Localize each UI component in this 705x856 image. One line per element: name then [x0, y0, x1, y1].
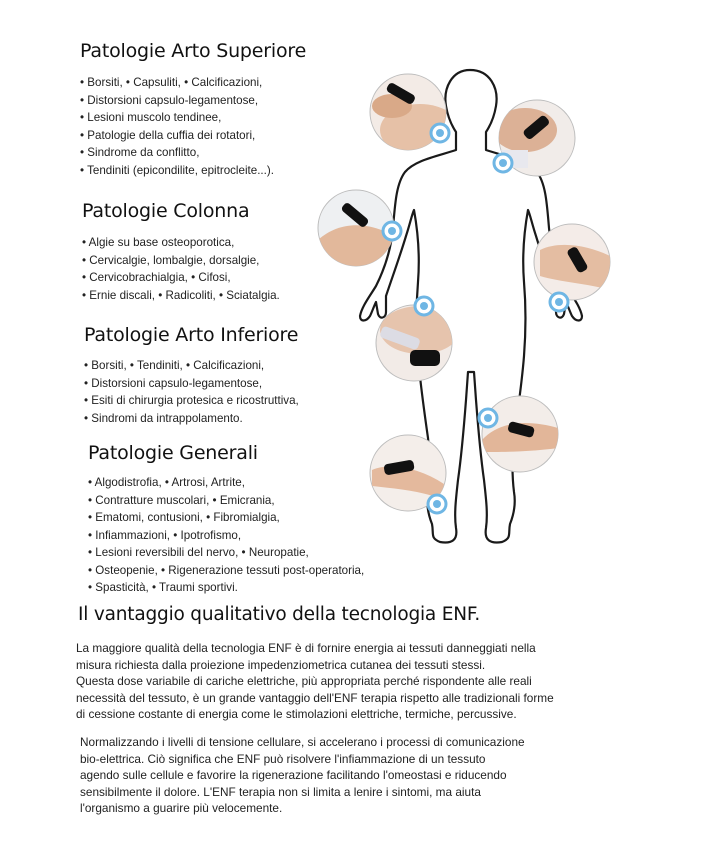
paragraph-line: di cessione costante di energia come le stimolazioni elettriche, termiche, percussive. [76, 707, 517, 722]
advantage-paragraph-2 [80, 734, 525, 817]
list-item: • Algodistrofia, • Artrosi, Artrite, [88, 476, 245, 489]
list-item: • Esiti di chirurgia protesica e ricostruttiva, [84, 394, 299, 407]
list-item: • Borsiti, • Capsuliti, • Calcificazioni, [80, 76, 263, 89]
marker-hip-icon [415, 297, 433, 315]
list-item: • Sindromi da intrappolamento. [84, 411, 243, 425]
list-item: • Sindrome da conflitto, [80, 146, 200, 159]
list-item: • Lesioni reversibili del nervo, • Neuropatie, [88, 546, 309, 559]
list-item: • Algie su base osteoporotica, [82, 236, 235, 249]
paragraph-line: La maggiore qualità della tecnologia ENF è di fornire energia ai tessuti danneggiati nella [76, 641, 536, 655]
list-item: • Spasticità, • Traumi sportivi. [88, 581, 238, 594]
treatment-photo-hip [376, 305, 460, 381]
list-item: • Cervicalgie, lombalgie, dorsalgie, [82, 253, 260, 267]
list-item: • Cervicobrachialgia, • Cifosi, [82, 271, 231, 284]
paragraph-line: sensibilmente il dolore. L'ENF terapia non si limita a lenire i sintomi, ma aiuta [80, 784, 481, 799]
paragraph-line: agendo sulle cellule e favorire la rigenerazione facilitando l'omeostasi e riducendo [80, 768, 507, 783]
list-item: • Infiammazioni, • Ipotrofismo, [88, 528, 242, 542]
advantage-paragraph-1 [76, 640, 554, 723]
paragraph-line: bio-elettrica. Ciò significa che ENF può risolvere l'infiammazione di un tessuto [80, 751, 486, 766]
list-item: • Lesioni muscolo tendinee, [80, 111, 222, 124]
list-item: • Distorsioni capsulo-legamentose, [84, 376, 263, 390]
section-title-colonna: Patologie Colonna [82, 200, 250, 222]
list-item: • Ernie discali, • Radicoliti, • Sciatalgia. [82, 288, 280, 302]
marker-foot-icon [428, 495, 446, 513]
section-title-generali: Patologie Generali [88, 442, 258, 464]
list-item: • Ematomi, contusioni, • Fibromialgia, [88, 511, 280, 524]
list-item: • Osteopenie, • Rigenerazione tessuti post-operatoria, [88, 563, 365, 577]
paragraph-line: Questa dose variabile di cariche elettriche, più appropriata perché rispondente alle reali [76, 674, 532, 689]
list-item: • Distorsioni capsulo-legamentose, [80, 93, 259, 107]
marker-shoulder-right-icon [494, 154, 512, 172]
section-title-arto-inferiore: Patologie Arto Inferiore [84, 324, 299, 346]
treatment-photo-knee [482, 396, 558, 472]
advantage-title: Il vantaggio qualitativo della tecnologia ENF. [78, 604, 481, 625]
paragraph-line: necessità del tessuto, è un grande vantaggio dell'ENF terapia rispetto alle tradizionali forme [76, 690, 554, 705]
section-title-arto-superiore: Patologie Arto Superiore [80, 40, 307, 62]
marker-back-icon [383, 222, 401, 240]
marker-shoulder-left-icon [431, 124, 449, 142]
paragraph-line: l'organismo a guarire più velocemente. [80, 801, 283, 816]
list-item: • Contratture muscolari, • Emicrania, [88, 493, 275, 507]
marker-knee-icon [479, 409, 497, 427]
list-item: • Patologie della cuffia dei rotatori, [80, 128, 256, 142]
paragraph-line: misura richiesta dalla proiezione impedenziometrica cutanea dei tessuti stessi. [76, 657, 486, 672]
list-item: • Tendiniti (epicondilite, epitrocleite...). [80, 163, 274, 177]
list-item: • Borsiti, • Tendiniti, • Calcificazioni, [84, 359, 265, 372]
treatment-photo-elbow [534, 224, 610, 300]
paragraph-line: Normalizzando i livelli di tensione cellulare, si accelerano i processi di comunicazione [80, 735, 525, 749]
marker-elbow-icon [550, 293, 568, 311]
